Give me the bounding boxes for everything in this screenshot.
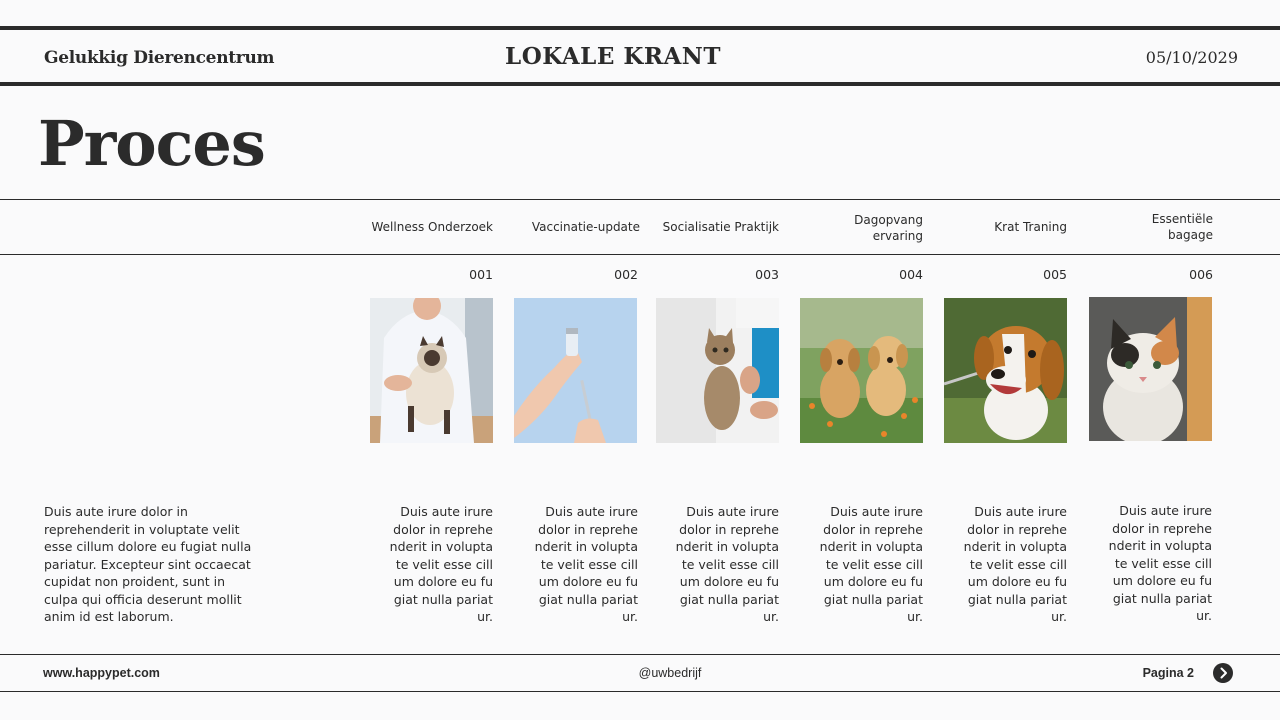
- page-number: Pagina 2: [1142, 666, 1194, 680]
- intro-paragraph: Duis aute irure dolor in reprehenderit in voluptate velit esse cillum dolore eu fugiat nulla pariatur. Excepteur sint occaecat cupidat non proident, sunt in culpa qui officia deserunt mollit anim id est laborum.: [44, 504, 252, 624]
- page-title: Proces: [38, 107, 265, 180]
- step-description: Duis aute irure dolor in reprehenderit in voluptate velit esse cillum dolore eu fugiat nulla pariatur.: [389, 504, 493, 624]
- step-description: Duis aute irure dolor in reprehenderit in voluptate velit esse cillum dolore eu fugiat nulla pariatur.: [675, 504, 779, 624]
- step-number: 003: [755, 267, 779, 282]
- steps-top-rule: [0, 199, 1280, 200]
- header-bottom-rule: [0, 82, 1280, 86]
- vet-with-cat-photo: [370, 298, 493, 443]
- step-label: Socialisatie Praktijk: [662, 220, 779, 234]
- next-page-button[interactable]: [1213, 663, 1233, 683]
- step-description: Duis aute irure dolor in reprehenderit in voluptate velit esse cillum dolore eu fugiat nulla pariatur.: [1108, 503, 1212, 623]
- step-description: Duis aute irure dolor in reprehenderit in voluptate velit esse cillum dolore eu fugiat nulla pariatur.: [963, 504, 1067, 624]
- beagle-photo: [944, 298, 1067, 443]
- chevron-right-icon: [1213, 663, 1233, 683]
- kitten-photo: [656, 298, 779, 443]
- step-description: Duis aute irure dolor in reprehenderit in voluptate velit esse cillum dolore eu fugiat nulla pariatur.: [819, 504, 923, 624]
- step-label: Krat Traning: [994, 220, 1067, 234]
- social-handle: @uwbedrijf: [638, 666, 702, 680]
- step-label: Essentiële bagage: [1151, 212, 1213, 242]
- step-label: Wellness Onderzoek: [371, 220, 493, 234]
- step-number: 004: [899, 267, 923, 282]
- steps-header-rule: [0, 254, 1280, 255]
- masthead: LOKALE KRANT: [505, 43, 721, 70]
- organization-name: Gelukkig Dierencentrum: [44, 48, 275, 68]
- footer-bottom-rule: [0, 691, 1280, 692]
- footer-top-rule: [0, 654, 1280, 655]
- top-rule: [0, 26, 1280, 30]
- issue-date: 05/10/2029: [1145, 48, 1238, 67]
- step-number: 002: [614, 267, 638, 282]
- step-number: 005: [1043, 267, 1067, 282]
- calico-cat-photo: [1089, 297, 1212, 441]
- step-number: 006: [1189, 267, 1213, 282]
- step-label: Vaccinatie-update: [531, 220, 640, 234]
- step-label: Dagopvang ervaring: [854, 213, 923, 243]
- website-link[interactable]: www.happypet.com: [43, 666, 160, 680]
- step-number: 001: [469, 267, 493, 282]
- puppies-photo: [800, 298, 923, 443]
- step-description: Duis aute irure dolor in reprehenderit in voluptate velit esse cillum dolore eu fugiat nulla pariatur.: [534, 504, 638, 624]
- vaccine-syringe-photo: [514, 298, 637, 443]
